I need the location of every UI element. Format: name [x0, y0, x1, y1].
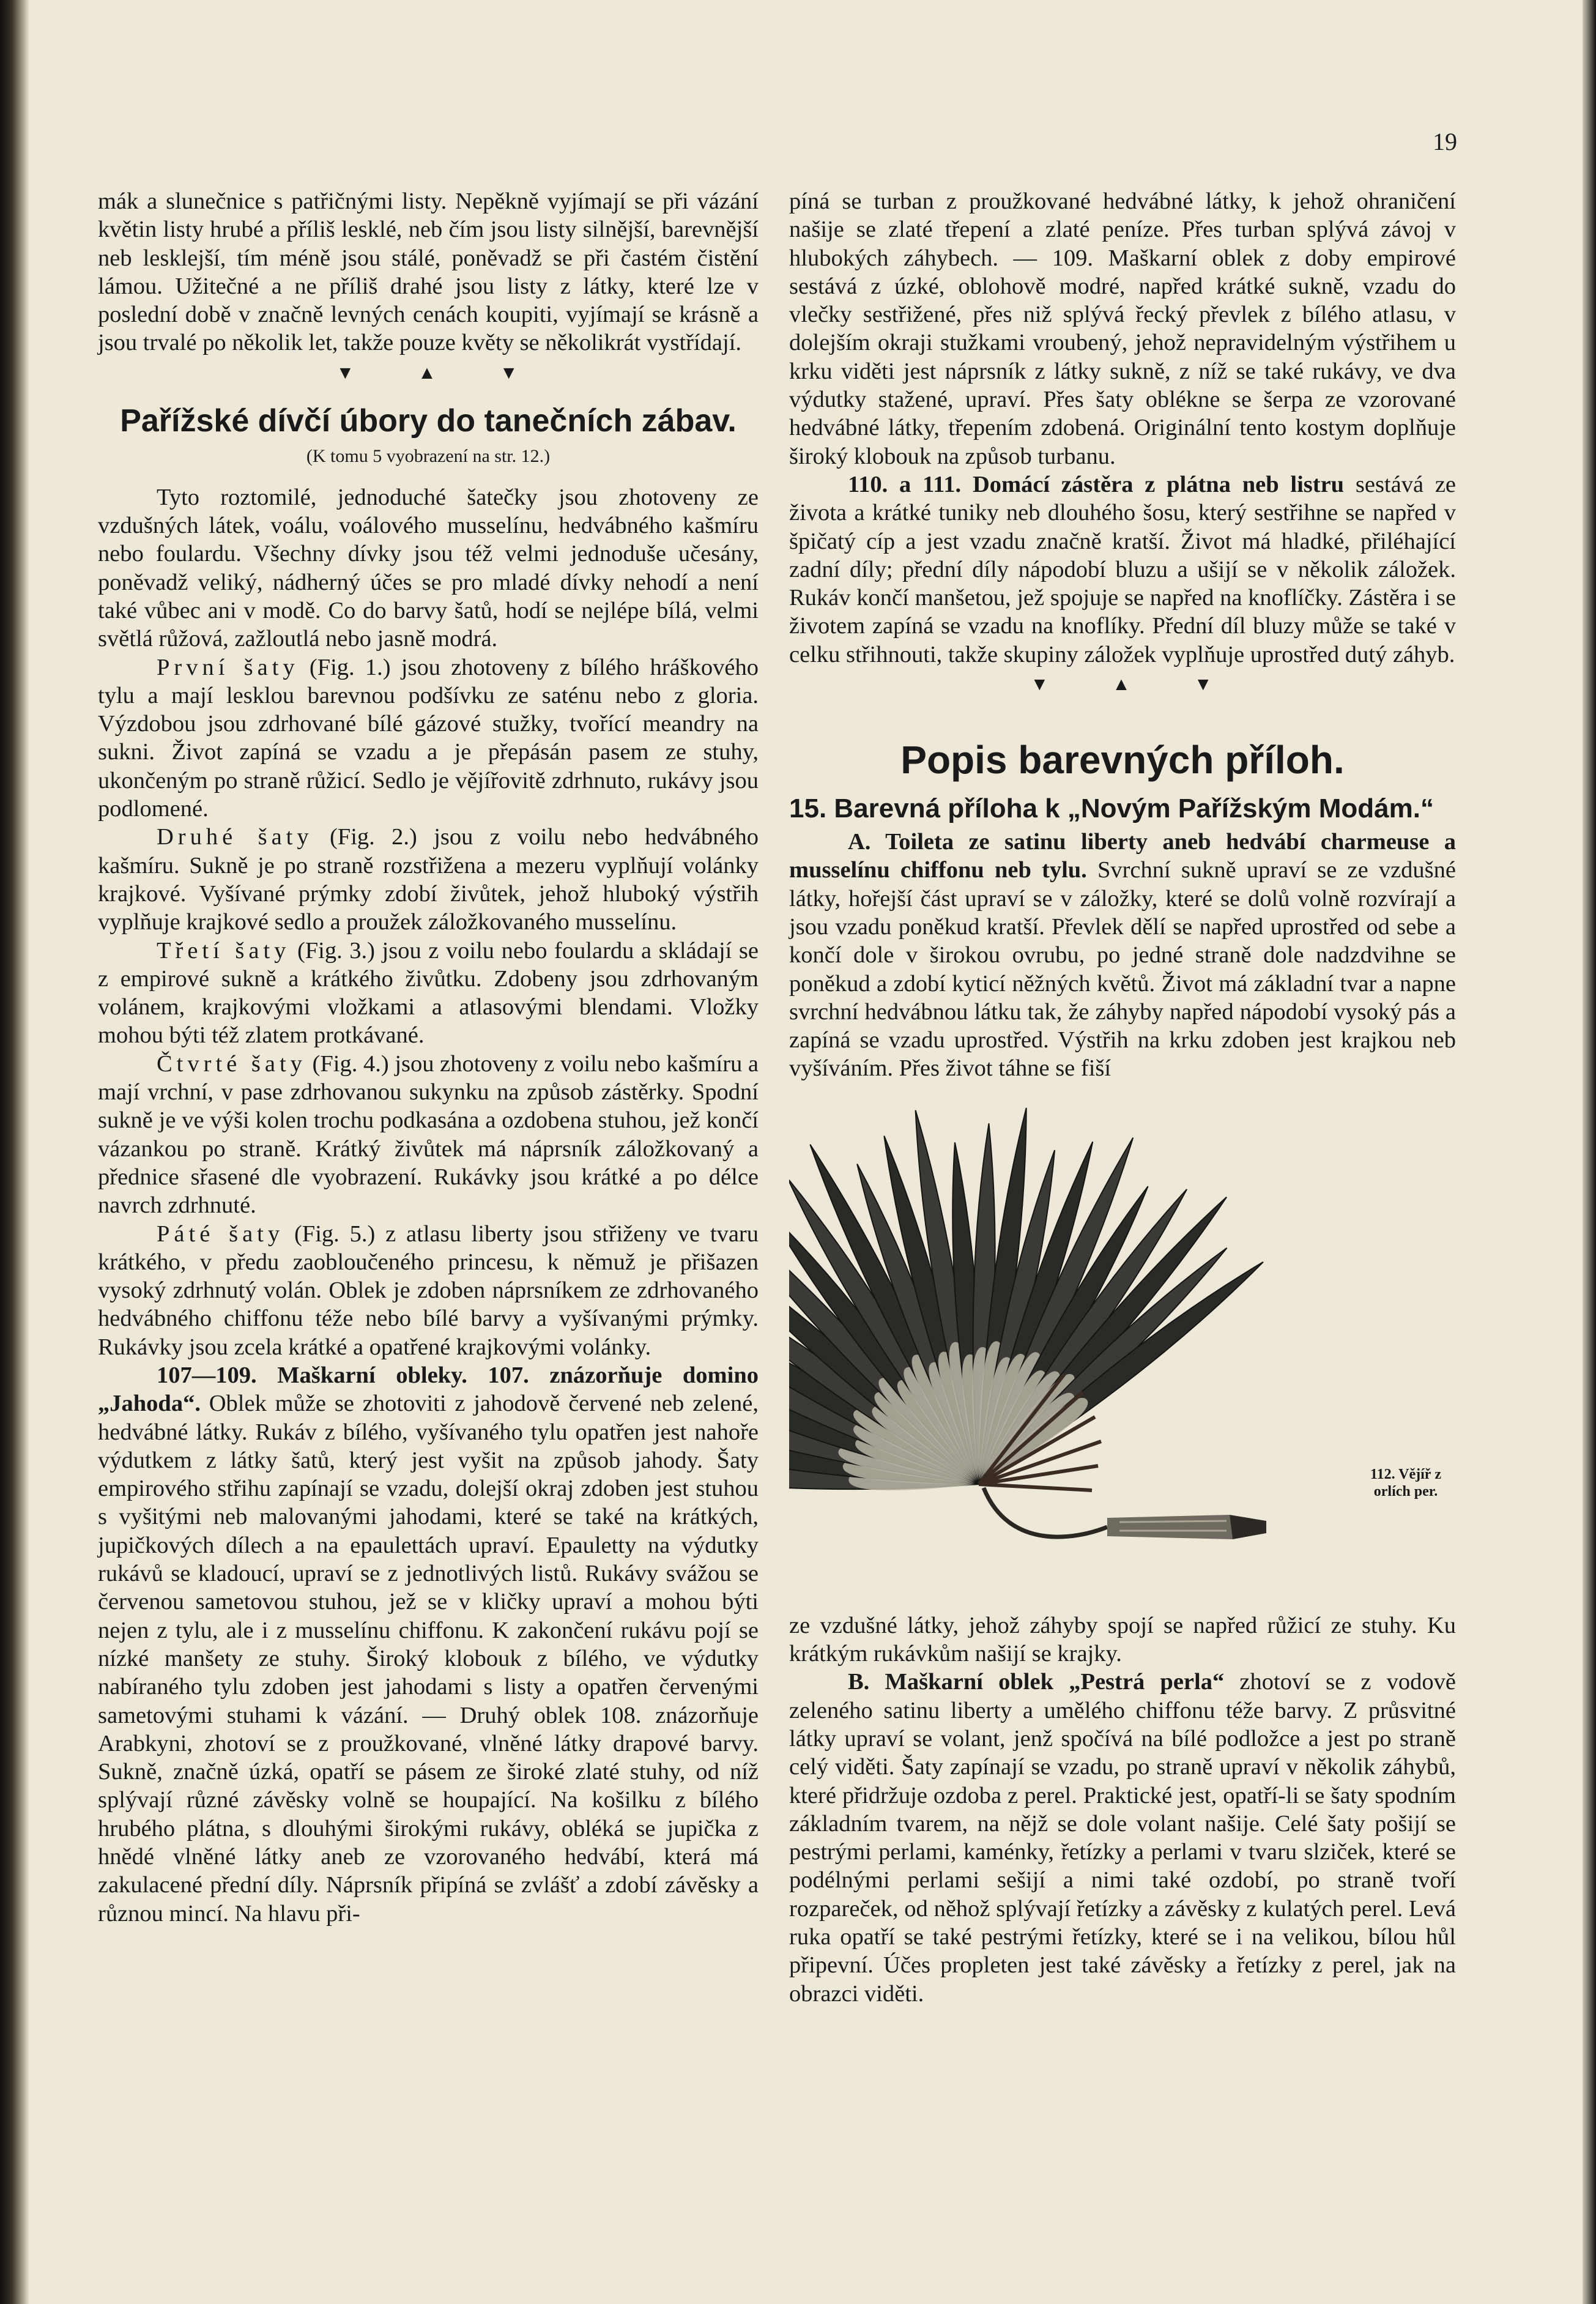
left-column [98, 187, 759, 1928]
pearl-costume-heading: B. Maškarní oblek „Pestrá perla“ [848, 1669, 1225, 1695]
book-spine-shadow [0, 0, 29, 2304]
dress-4-paragraph: Čtvrté šaty (Fig. 4.) jsou zhotoveny z voilu nebo kašmíru a mají vrchní, v pase zdrhovanou sukynku na způsob zástěrky. Spodní sukně je ve výši kolen trochu podkasána a ozdobena stuhou, jež končí vázankou po straně. Krátký živůtek má náprsník záložkovaný a přednice sřasené dle vyobrazení. Rukávky jsou krátké a po délce navrch zdrhnuté. [98, 1050, 759, 1219]
triangle-down-icon: ▼ [1030, 674, 1052, 695]
dress-3-paragraph: Třetí šaty (Fig. 3.) jsou z voilu nebo foulardu a skládají se z empirové sukně a krátkého živůtku. Zdobeny jsou zdrhovaným volánem, krajkovými vložkami a atlasovými blendami. Vložky mohou býti též zlatem protkávané. [98, 937, 759, 1049]
masquerade-heading: 107—109. Maškarní obleky. 107. znázorňuje domino „Jahoda“. [98, 1362, 759, 1417]
dress-1-label: První šaty [157, 654, 299, 680]
fan-tassel [984, 1488, 1266, 1539]
ornament-divider [789, 669, 1456, 700]
triangle-down-icon: ▼ [499, 362, 521, 383]
article-paragraph: Tyto roztomilé, jednoduché šatečky jsou zhotoveny ze vzdušných látek, voálu, voálového musselínu, hedvábného kašmíru nebo foulardu. Všechny dívky jsou též velmi jednoduše učesány, poněvadž veliký, nádherný účes se pro mladé dívky nehodí a není také vůbec ani v modě. Co do barvy šatů, hodí se nejlépe bílá, velmi světlá růžová, zažloutlá nebo jasně modrá. [98, 484, 759, 652]
figure-caption: 112. Vějíř z orlích per. [1370, 1466, 1442, 1499]
right-column [789, 187, 1456, 2008]
continued-paragraph: píná se turban z proužkované hedvábné látky, k jehož ohraničení našije se zlaté třepení a zlaté peníze. Přes turban splývá závoj v hlubokých záhybech. — 109. Maškarní oblek z doby empirové sestává z úzké, oblohově modré, napřed krátké sukně, vzadu do vlečky sestřižené, přes niž splývá řecký převlek z bílého atlasu, v dolejším okraji stužkami vroubený, jehož nepravidelným výstřihem u krku viděti jest náprsník z látky sukně, z níž se také rukávy, ve dva výdutky stažené, upraví. Přes šaty oblékne se šerpa ze vzorované hedvábné látky, třepením zdobená. Originální tento kostym doplňuje široký klobouk na způsob turbanu. [789, 188, 1456, 469]
apron-paragraph: 110. a 111. Domácí zástěra z plátna neb listru sestává ze života a krátké tuniky neb dlouhého šosu, který sestřihne se napřed v špičatý cíp a jest vzadu značně kratší. Život má hladké, přiléhající zadní díly; přední díly nápodobí bluzu a ušijí se v několik záložek. Rukáv končí manšetou, jež spojuje se napřed na knoflíčky. Zástěra i se životem zapíná se vzadu na knoflíky. Přední díl bluzy může se také v celku střihnouti, takže skupiny záložek vyplňuje uprostřed dutý záhyb. [789, 471, 1456, 667]
dress-4-label: Čtvrté šaty [157, 1050, 306, 1077]
fan-illustration [789, 1087, 1456, 1607]
feather-fan-image [789, 1087, 1456, 1607]
triangle-down-icon: ▼ [1193, 674, 1215, 695]
article-title: Pařížské dívčí úbory do tanečních zábav. [120, 403, 737, 439]
toilette-paragraph: A. Toileta ze satinu liberty aneb hedvábí charmeuse a musselínu chiffonu neb tylu. Svrchní sukně upraví se ze vzdušné látky, hořejší část upraví se v záložky, které se dolů volně rozvírají a jsou vzadu poněkud kratší. Převlek dělí se napřed uprostřed od sebe a končí dole v širokou ovrubu, po jedné straně dole nadzdvihne se poněkud a zdobí kyticí něžných květů. Život má základní tvar a napne svrchní hedvábnou látku tak, že záhyby napřed nápodobí vysoký pás a zapíná se vzadu uprostřed. Výstřih na krku zdoben jest krajkou neb vyšíváním. Přes život táhne se fiší [789, 829, 1456, 1082]
toilette-heading: A. Toileta ze satinu liberty aneb hedvábí charmeuse a musselínu chiffonu neb tylu. [789, 829, 1456, 883]
page-edge-shadow [1583, 0, 1596, 2304]
apron-heading: 110. a 111. Domácí zástěra z plátna neb listru [848, 471, 1345, 497]
fan-feathers [789, 1108, 1263, 1490]
fan-continued-paragraph: ze vzdušné látky, jehož záhyby spojí se napřed růžicí ze stuhy. Ku krátkým rukávkům našijí se krajky. [789, 1612, 1456, 1667]
intro-paragraph: mák a slunečnice s patřičnými listy. Nepěkně vyjímají se při vázání květin listy hrubé a příliš lesklé, neb čím jsou listy silnější, barevnější neb lesklejší, tím méně jsou stálé, poněvadž se při častém čistění lámou. Užitečné a ne příliš drahé jsou listy z látky, které lze v poslední době v značně levných cenách koupiti, vyjímají se krásně a jsou trvalé po několik let, takže pouze květy se několikrát vystřídají. [98, 188, 759, 356]
dress-5-label: Páté šaty [157, 1221, 284, 1247]
triangle-up-icon: ▲ [418, 362, 439, 383]
pearl-costume-paragraph: B. Maškarní oblek „Pestrá perla“ zhotoví se z vodově zeleného satinu liberty a umělého chiffonu téže barvy. Z průsvitné látky upraví se volant, jenž spočívá na bílé podložce a jest po straně celý viděti. Šaty zapínají se vzadu, po straně upraví v několik záhybů, které přidržuje ozdoba z perel. Praktické jest, opatří-li se šaty spodním základním tvarem, na nějž se dole volant našije. Celé šaty pošijí se pestrými perlami, kaménky, řetízky a perlami v tvaru slziček, které se podélnými perlami sešijí a nimi také ozdobí, po straně tvoří rozpareček, od něhož splývají řetízky a závěsky z kulatých perel. Levá ruka opatří se také pestrými řetízky, které se i na velikou, bílou hůl připevní. Účes propleten jest také závěsky a řetízky z perel, jak na obrazci viděti. [789, 1669, 1457, 2007]
article-note: (K tomu 5 vyobrazení na str. 12.) [306, 445, 551, 466]
dress-5-paragraph: Páté šaty (Fig. 5.) z atlasu liberty jsou střiženy ve tvaru krátkého, v předu zaobloučeného princesu, k němuž je přišazen vysoký zdrhnutý volán. Oblek je zdoben náprsníkem ze zdrhovaného hedvábného chiffonu téže nebo bílé barvy a vyšívanými prýmky. Rukávky jsou zcela krátké a opatřené krajkovými volánky. [98, 1221, 759, 1360]
triangle-up-icon: ▲ [1112, 674, 1133, 695]
dress-2-label: Druhé šaty [157, 824, 313, 850]
dress-1-paragraph: První šaty (Fig. 1.) jsou zhotoveny z bílého hráškového tylu a mají lesklou barevnou podšívku ze saténu nebo z gloria. Výzdobou jsou zdrhované bílé gázové stužky, tvořící meandry na sukni. Život zapíná se vzadu a je přepásán pasem ze stuhy, ukončeným po straně růžicí. Sedlo je vějířovitě zdrhnuto, rukávy jsou podlomené. [98, 654, 759, 822]
page-number: 19 [1433, 128, 1457, 155]
section-subtitle: 15. Barevná příloha k „Novým Pařížským Modám.“ [789, 793, 1434, 824]
triangle-down-icon: ▼ [336, 362, 357, 383]
ornament-divider [98, 357, 759, 389]
masquerade-paragraph: 107—109. Maškarní obleky. 107. znázorňuje domino „Jahoda“. Oblek může se zhotoviti z jahodově červené neb zelené, hedvábné látky. Rukáv z bílého, vyšívaného tylu opatřen jest nahoře výdutkem z látky šatů, který jest vyšit na způsob jahody. Šaty empirového střihu zapínají se vzadu, dolejší okraj zdoben jest stuhou s vyšitými neb malovanými jahodami, které se také na krátkých, jupičkových dílech a na epaulettách upraví. Epauletty na výdutky rukávů se kladoucí, upraví se z jednotlivých listů. Rukávy svážou se červenou sametovou stuhou, jež se v kličky upraví a mohou býti nejen z tylu, ale i z musselínu chiffonu. K zakončení rukávu pojí se nízké manšety ze stuhy. Široký klobouk z bílého, ve výdutky nabíraného tylu zdoben jest jahodami s listy a opatřen červenými sametovými stuhami k vázání. — Druhý oblek 108. znázorňuje Arabkyni, zhotoví se z proužkované, vlněné látky drapové barvy. Sukně, značně úzká, opatří se pásem ze široké zlaté stuhy, od níž splývají různé závěsky volně se houpající. Na košilku z bílého hrubého plátna, s dlouhými širokými rukávy, obléká se jupička z hnědé vlněné látky aneb ze vzorovaného hedvábí, která má zakulacené přední díly. Náprsník připíná se zvlášť a zdobí závěsky a různou mincí. Na hlavu při- [98, 1362, 759, 1927]
dress-3-label: Třetí šaty [157, 937, 291, 964]
dress-2-paragraph: Druhé šaty (Fig. 2.) jsou z voilu nebo hedvábného kašmíru. Sukně je po straně rozstřižena a mezeru vyplňují volánky krajkové. Vyšívané prýmky zdobí živůtek, jehož hluboký výstřih vyplňuje krajkové sedlo a proužek záložkovaného musselínu. [98, 824, 759, 935]
section-title: Popis barevných příloh. [900, 738, 1345, 782]
